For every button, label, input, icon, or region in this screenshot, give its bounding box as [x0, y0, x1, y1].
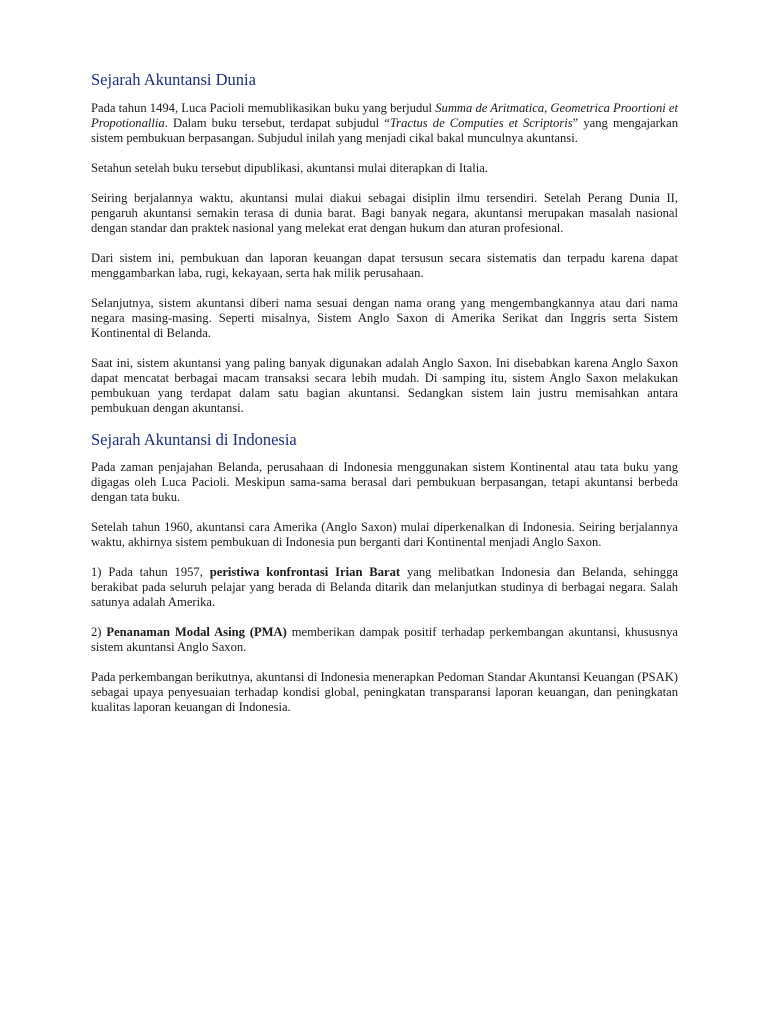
section-title-world: Sejarah Akuntansi Dunia	[91, 70, 256, 89]
section-title-indonesia: Sejarah Akuntansi di Indonesia	[91, 430, 297, 449]
paragraph-text: Pada tahun 1494, Luca Pacioli memublikasikan buku yang berjudul	[91, 101, 436, 115]
paragraph-1960: Setelah tahun 1960, akuntansi cara Amerika (Anglo Saxon) mulai diperkenalkan di Indonesia. Seiring berjalannya waktu, akhirnya sistem pembukuan di Indonesia pun berganti dari Kontinental menjadi Anglo Saxon.	[91, 520, 678, 549]
paragraph-italy: Setahun setelah buku tersebut dipublikasi, akuntansi mulai diterapkan di Italia.	[91, 161, 488, 175]
bold-term: peristiwa konfrontasi Irian Barat	[209, 565, 401, 579]
paragraph-naming: Selanjutnya, sistem akuntansi diberi nama sesuai dengan nama orang yang mengembangkannya atau dari nama negara masing-masing. Seperti misalnya, Sistem Anglo Saxon di Amerika Serikat dan Inggris serta Sistem Kontinental di Belanda.	[91, 296, 678, 340]
paragraph-text: ” yang mengajarkan sistem pembukuan berpasangan. Subjudul inilah yang menjadi cikal bakal munculnya akuntansi.	[91, 116, 678, 145]
paragraph-anglo-saxon: Saat ini, sistem akuntansi yang paling banyak digunakan adalah Anglo Saxon. Ini disebabkan karena Anglo Saxon dapat mencatat berbagai macam transaksi secara lebih mudah. Di samping itu, sistem Anglo Saxon melakukan pembukuan yang terdapat dalam satu bagian akuntansi. Sedangkan sistem lain justru memisahkan antara pembukuan dengan akuntansi.	[91, 356, 678, 415]
document-page	[91, 70, 678, 730]
paragraph-text: 2)	[91, 625, 107, 639]
paragraph-colonial: Pada zaman penjajahan Belanda, perusahaan di Indonesia menggunakan sistem Kontinental atau tata buku yang digagas oleh Luca Pacioli. Meskipun sama-sama berasal dari pembukuan berpasangan, tetapi akuntansi berbeda dengan tata buku.	[91, 460, 678, 504]
paragraph-pma	[91, 625, 678, 655]
paragraph-text: 1) Pada tahun 1957,	[91, 565, 210, 579]
paragraph-text: memberikan dampak positif terhadap perkembangan akuntansi, khususnya sistem akuntansi Anglo Saxon.	[91, 625, 679, 654]
paragraph-discipline: Seiring berjalannya waktu, akuntansi mulai diakui sebagai disiplin ilmu tersendiri. Setelah Perang Dunia II, pengaruh akuntansi semakin terasa di dunia barat. Bagi banyak negara, akuntansi merupakan masalah nasional dengan standar dan praktek nasional yang melekat erat dengan hukum dan aturan profesional.	[91, 191, 678, 235]
bold-term: Penanaman Modal Asing (PMA)	[106, 625, 287, 639]
paragraph-text: yang melibatkan Indonesia dan Belanda, sehingga berakibat pada seluruh pelajar yang berada di Belanda ditarik dan melanjutkan studinya di berbagai negara. Salah satunya adalah Amerika.	[91, 565, 678, 609]
paragraph-psak: Pada perkembangan berikutnya, akuntansi di Indonesia menerapkan Pedoman Standar Akuntansi Keuangan (PSAK) sebagai upaya penyesuaian terhadap kondisi global, peningkatan transparansi laporan keuangan, dan peningkatan kualitas laporan keuangan di Indonesia.	[91, 670, 678, 714]
subtitle-title: Tractus de Computies et Scriptoris	[389, 116, 573, 130]
paragraph-pacioli	[91, 101, 678, 146]
paragraph-system: Dari sistem ini, pembukuan dan laporan keuangan dapat tersusun secara sistematis dan terpadu karena dapat menggambarkan laba, rugi, kekayaan, serta hak milik perusahaan.	[91, 251, 678, 280]
book-title: Summa de Aritmatica, Geometrica Proortioni et Propotionallia	[91, 101, 678, 130]
paragraph-text: . Dalam buku tersebut, terdapat subjudul “	[164, 116, 390, 130]
paragraph-irian-barat	[91, 565, 678, 610]
